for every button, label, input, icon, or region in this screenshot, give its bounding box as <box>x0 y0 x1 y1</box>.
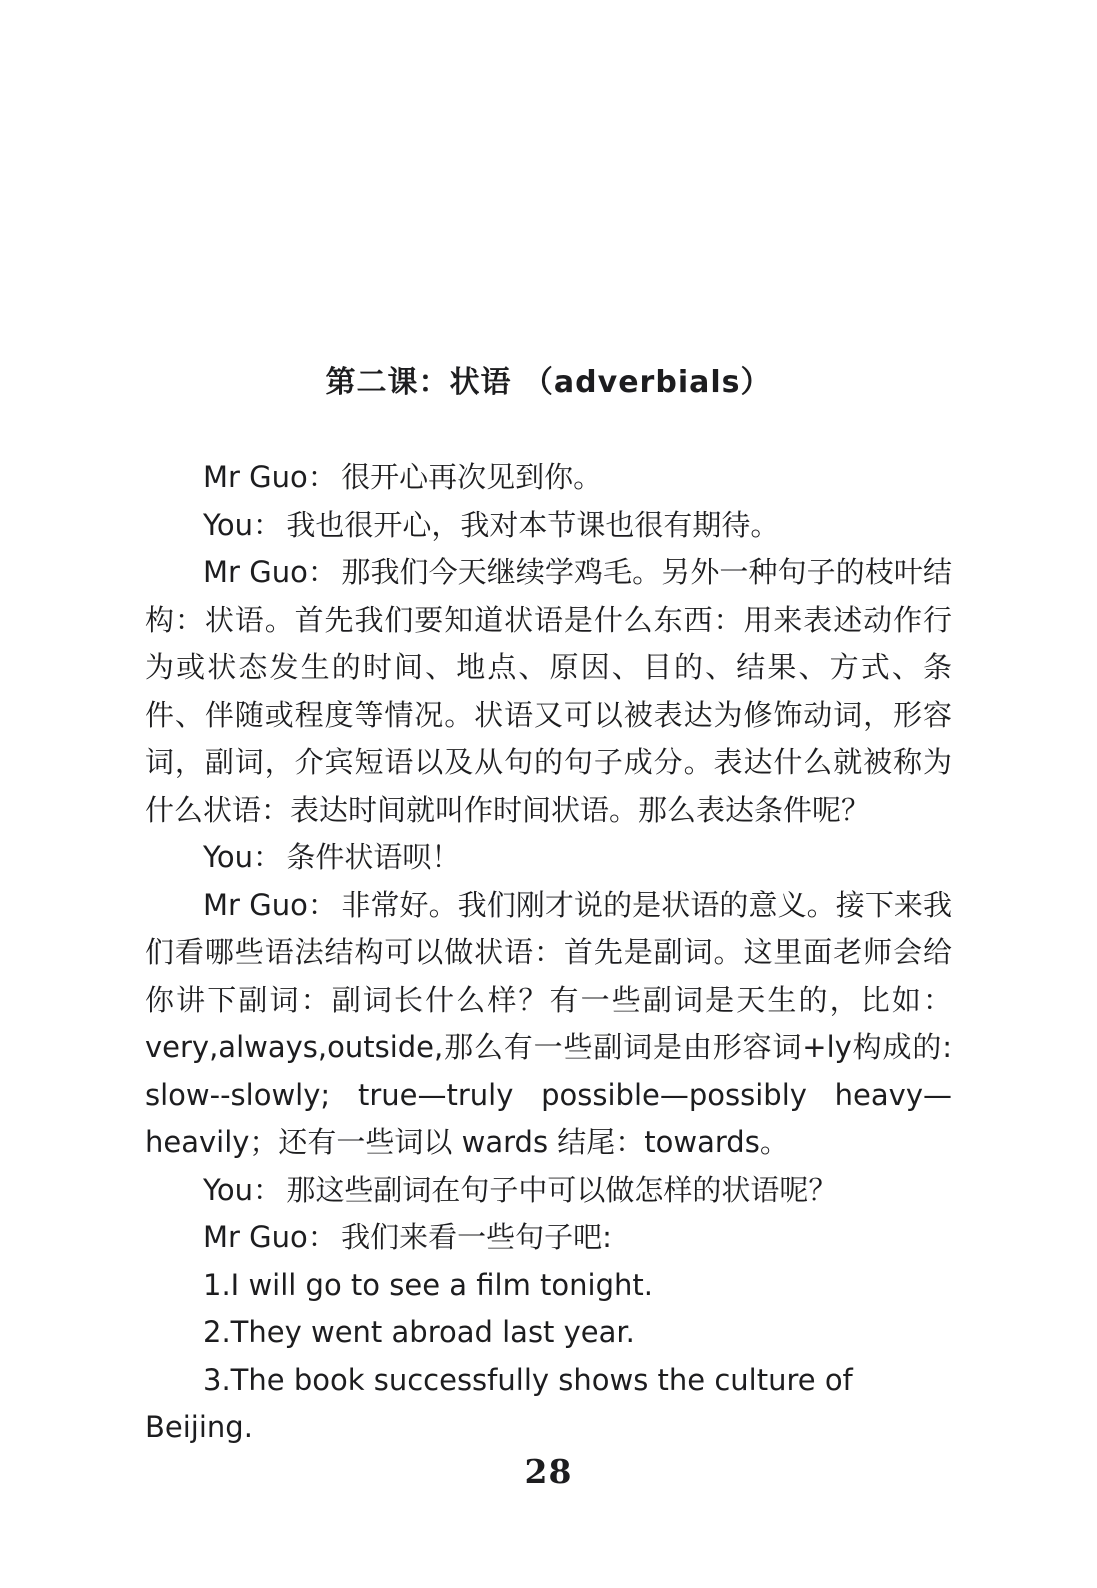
speaker-label: Mr Guo： <box>203 555 338 589</box>
page-title: 第二课：状语 （adverbials） <box>325 365 772 400</box>
dialogue-paragraph <box>145 1167 952 1215</box>
speaker-label: Mr Guo： <box>203 1220 337 1254</box>
speaker-label: Mr Guo： <box>203 887 338 922</box>
dialogue-paragraph <box>145 549 952 834</box>
page-number: 28 <box>524 1452 573 1491</box>
speaker-label: You： <box>203 840 282 874</box>
dialogue-paragraph <box>145 454 952 502</box>
example-sentences-section <box>145 1262 952 1452</box>
dialogue-text: 非常好。我们刚才说的是状语的意义。接下来我们看哪些语法结构可以做状语：首先是副词。这里面老师会给你讲下副词：副词长什么样？有一些副词是天生的，比如：very,always,outside,那么有一些副词是由形容词+ly构成的: slow--slowly; true—truly possible—possibly heavy—heavily；还有一些词以 wards 结尾：towards。 <box>145 887 952 1159</box>
lesson-page <box>145 360 952 1452</box>
dialogue-paragraph <box>145 502 952 550</box>
dialogue-text: 条件状语呗！ <box>286 840 461 874</box>
example-sentence: 2.They went abroad last year. <box>203 1315 635 1349</box>
dialogue-paragraph <box>145 882 952 1167</box>
dialogue-paragraph <box>145 834 952 882</box>
example-sentence: 3.The book successfully shows the culture of Beijing. <box>145 1362 853 1444</box>
dialogue-paragraph <box>145 1214 952 1262</box>
dialogue-text: 那这些副词在句子中可以做怎样的状语呢？ <box>286 1172 838 1207</box>
dialogue-section <box>145 454 952 1262</box>
speaker-label: You： <box>203 1172 282 1207</box>
speaker-label: You： <box>203 507 282 542</box>
dialogue-text: 我也很开心，我对本节课也很有期待。 <box>286 507 780 542</box>
dialogue-text: 很开心再次见到你。 <box>341 460 603 494</box>
example-sentence: 1.I will go to see a film tonight. <box>203 1267 653 1302</box>
dialogue-text: 我们来看一些句子吧: <box>341 1220 612 1254</box>
speaker-label: Mr Guo： <box>203 460 337 494</box>
dialogue-text: 那我们今天继续学鸡毛。另外一种句子的枝叶结构：状语。首先我们要知道状语是什么东西：用来表述动作行为或状态发生的时间、地点、原因、目的、结果、方式、条件、伴随或程度等情况。状语又可以被表达为修饰动词，形容词，副词，介宾短语以及从句的句子成分。表达什么就被称为什么状语：表达时间就叫作时间状语。那么表达条件呢？ <box>145 555 952 827</box>
